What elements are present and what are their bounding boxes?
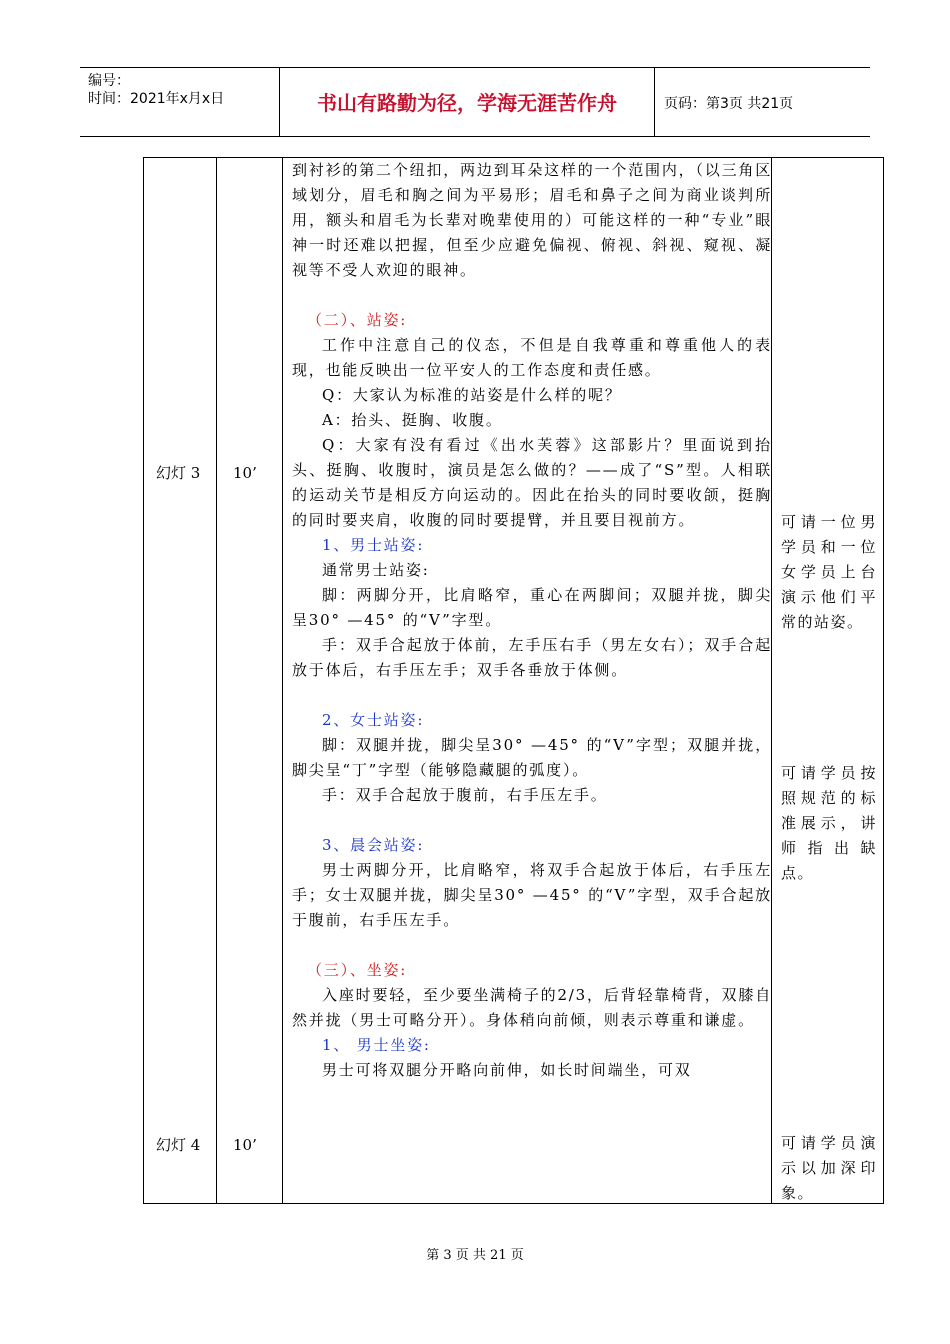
answer: A：抬头、挺胸、收腹。 [322,411,503,429]
note-cell: 可请一位男学员和一位女学员上台演示他们平常的站姿。 [781,513,877,631]
paragraph: 工作中注意自己的仪态，不但是自我尊重和尊重他人的表现，也能反映出一位平安人的工作态度和责任感。 [292,336,772,379]
subsection-heading: 1、男士站姿: [322,536,425,554]
section-heading: （三）、坐姿: [307,961,408,979]
question: Q：大家认为标准的站姿是什么样的呢？ [322,386,622,404]
time-label: 10’ [233,1136,257,1154]
note-cell: 可请学员按照规范的标准展示，讲师指出缺点。 [781,764,877,882]
paragraph: 男士可将双腿分开略向前伸，如长时间端坐，可双 [322,1061,692,1079]
paragraph: 手：双手合起放于体前，左手压右手（男左女右）；双手合起放于体后，右手压左手；双手各垂放于体侧。 [292,636,772,679]
page-footer: 第 3 页 共 21 页 [426,1248,524,1263]
slide-label: 幻灯 3 [156,464,201,482]
column-divider [282,158,283,1203]
paragraph: 到衬衫的第二个纽扣，两边到耳朵这样的一个范围内，（以三角区域划分，眉毛和胸之间为平易形；眉毛和鼻子之间为商业谈判所用，额头和眉毛为长辈对晚辈使用的）可能这样的一种“专业”眼神一时还难以把握，但至少应避免偏视、俯视、斜视、窥视、凝视等不受人欢迎的眼神。 [292,161,772,279]
header-meta-cell [80,68,279,136]
header-motto-cell [279,68,655,136]
page-header [80,67,870,137]
subsection-heading: 1、 男士坐姿: [322,1036,431,1054]
paragraph: 通常男士站姿: [322,561,430,579]
paragraph: 入座时要轻，至少要坐满椅子的2/3，后背轻靠椅背，双膝自然并拢（男士可略分开）。身体稍向前倾，则表示尊重和谦虚。 [292,986,772,1029]
paragraph: 男士两脚分开，比肩略窄，将双手合起放于体后，右手压左手；女士双腿并拢，脚尖呈30° —45° 的“V”字型，双手合起放于腹前，右手压左手。 [292,861,772,929]
question: Q：大家有没有看过《出水芙蓉》这部影片？里面说到抬头、挺胸、收腹时，演员是怎么做的？——成了“S”型。人相联的运动关节是相反方向运动的。因此在抬头的同时要收颌，挺胸的同时要夹肩，收腹的同时要提臂，并且要目视前方。 [292,436,772,529]
section-heading: （二）、站姿: [307,311,408,329]
subsection-heading: 3、晨会站姿: [322,836,425,854]
slide-label: 幻灯 4 [156,1136,201,1154]
paragraph: 脚：两脚分开，比肩略窄，重心在两脚间；双腿并拢，脚尖呈30° —45° 的“V”字型。 [292,586,772,629]
doc-number-label: 编号： [88,73,130,89]
lesson-table [143,157,884,1204]
subsection-heading: 2、女士站姿: [322,711,425,729]
motto-text: 书山有路勤为径，学海无涯苦作舟 [317,91,617,115]
page-info: 页码：第3页 共21页 [664,96,794,112]
header-page-cell [655,68,870,136]
paragraph: 手：双手合起放于腹前，右手压左手。 [322,786,608,804]
paragraph: 脚：双腿并拢，脚尖呈30° —45° 的“V”字型；双腿并拢，脚尖呈“丁”字型（能够隐藏腿的弧度）。 [292,736,772,779]
note-cell: 可请学员演示以加深印象。 [781,1134,877,1202]
lesson-content [292,158,772,1083]
column-divider [216,158,217,1203]
time-label: 10’ [233,464,257,482]
doc-date-label: 时间：2021年x月x日 [88,91,225,107]
